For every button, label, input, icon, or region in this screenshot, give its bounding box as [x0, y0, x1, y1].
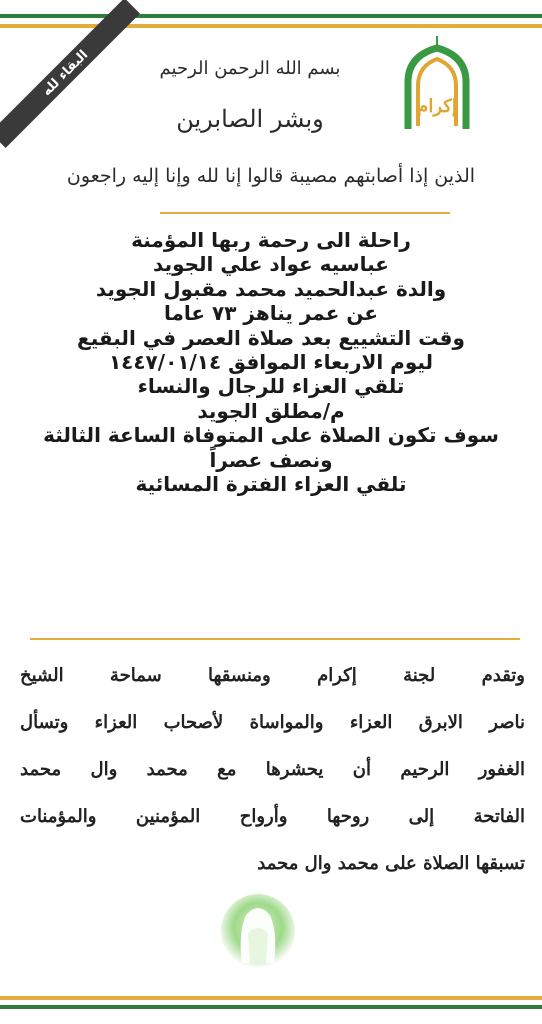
bottom-gold-bar	[0, 996, 542, 1000]
verse-ayah: الذين إذا أصابتهم مصيبة قالوا إنا لله وإنا إليه راجعون	[66, 165, 476, 187]
announcement-line: راحلة الى رحمة ربها المؤمنة	[131, 228, 411, 252]
closing-line: الفاتحة إلى روحها وأرواح المؤمنين والمؤمنات	[20, 806, 525, 827]
basmala: بسم الله الرحمن الرحيم	[159, 58, 341, 79]
middle-divider	[30, 638, 520, 640]
closing-line: الغفور الرحيم أن يحشرها مع محمد وال محمد	[20, 759, 525, 780]
announcement-line: تلقي العزاء للرجال والنساء	[137, 374, 405, 399]
announcement-line: والدة عبدالحميد محمد مقبول الجويد	[95, 276, 447, 301]
verse-bashir: وبشر الصابرين	[176, 105, 324, 133]
closing-line: ناصر الابرق العزاء والمواساة لأصحاب العزاء وتسأل	[20, 712, 525, 733]
closing-line: وتقدم لجنة إكرام ومنسقها سماحة الشيخ	[20, 665, 525, 686]
header-divider	[160, 212, 450, 214]
ikram-logo	[398, 34, 476, 134]
veiled-figure-icon	[220, 893, 296, 969]
bottom-green-bar	[0, 1005, 542, 1009]
announcement-line: عن عمر يناهز ٧٣ عاما	[163, 301, 378, 326]
emblem	[220, 893, 296, 969]
closing-block	[20, 652, 525, 887]
closing-line: تسبقها الصلاة على محمد وال محمد	[257, 853, 525, 874]
announcement-block	[20, 228, 522, 496]
logo-text: إكرام	[417, 96, 457, 117]
announcement-line: سوف تكون الصلاة على المتوفاة الساعة الثالثة	[43, 423, 499, 448]
top-gold-bar	[0, 24, 542, 28]
banner-text: البقاء لله	[39, 47, 91, 99]
announcement-line: عباسيه عواد علي الجويد	[153, 252, 389, 277]
mosque-dome-icon	[398, 34, 476, 134]
announcement-line: تلقي العزاء الفترة المسائية	[135, 472, 407, 497]
announcement-line: ليوم الاربعاء الموافق ١٤٤٧/٠١/١٤	[108, 350, 434, 375]
announcement-line: وقت التشييع بعد صلاة العصر في البقيع	[77, 325, 465, 350]
announcement-line: م/مطلق الجويد	[197, 398, 345, 423]
announcement-line: ونصف عصراً	[209, 447, 333, 472]
top-green-bar	[0, 14, 542, 18]
